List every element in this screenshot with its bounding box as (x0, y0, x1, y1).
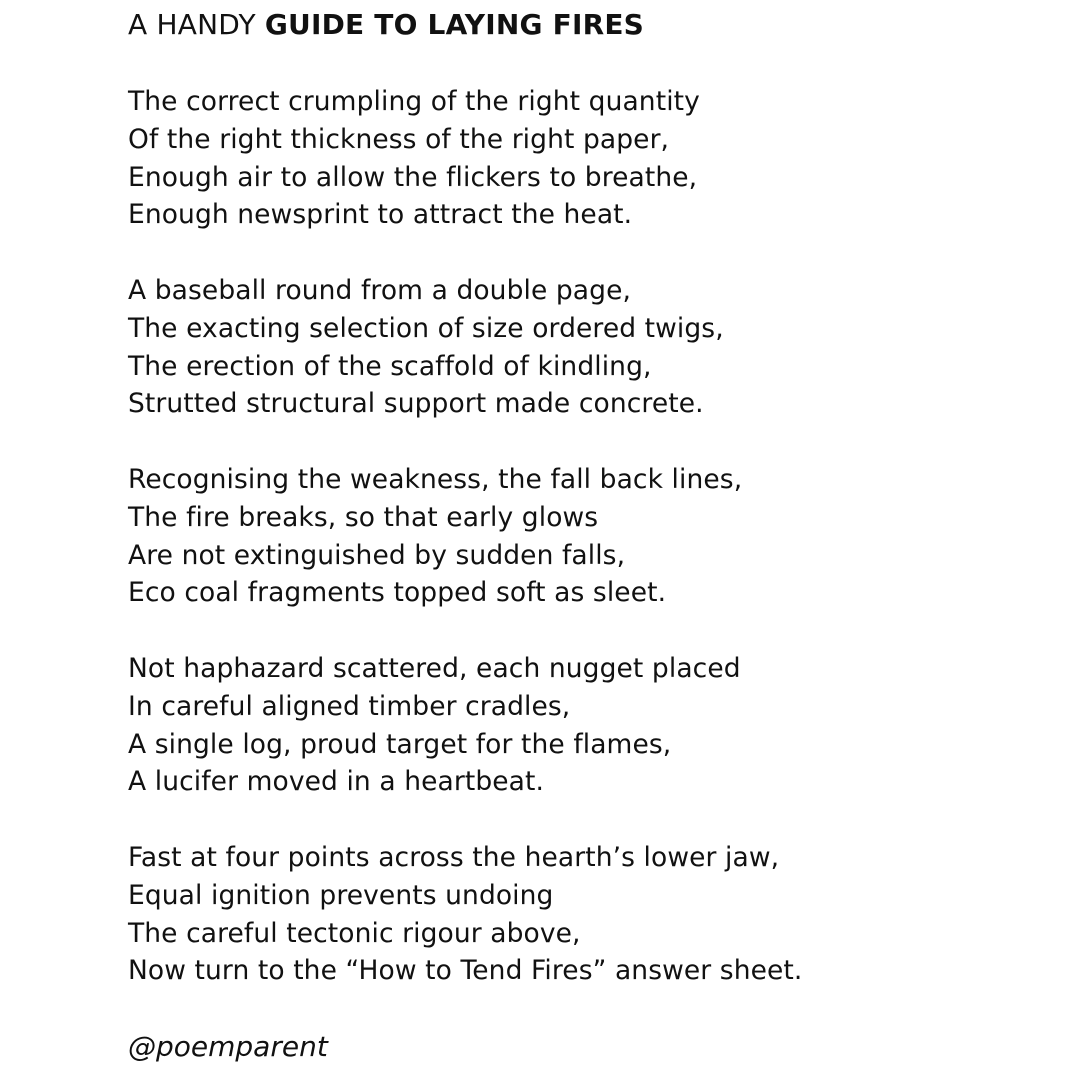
poem-title-prefix: A HANDY (128, 8, 265, 41)
stanza-2 (128, 272, 1028, 423)
poem-line: Fast at four points across the hearth’s lower jaw, (128, 842, 780, 873)
poem-line: The fire breaks, so that early glows (128, 501, 599, 533)
poem-line: Enough air to allow the flickers to breathe, (128, 161, 698, 193)
poem-line: A single log, proud target for the flames, (128, 728, 672, 760)
poem-title-main: GUIDE TO LAYING FIRES (264, 8, 645, 41)
poem-line: The correct crumpling of the right quantity (128, 86, 700, 117)
poem-line: In careful aligned timber cradles, (128, 690, 571, 722)
poem-line: Now turn to the “How to Tend Fires” answer sheet. (128, 955, 803, 987)
stanza-1 (128, 83, 1028, 234)
poem-line: The careful tectonic rigour above, (128, 917, 581, 949)
stanza-5 (128, 839, 1028, 990)
poem-line: The exacting selection of size ordered twigs, (128, 312, 724, 344)
poem-line: Not haphazard scattered, each nugget placed (128, 653, 741, 684)
stanza-3 (128, 461, 1028, 612)
poem-line: Are not extinguished by sudden falls, (128, 539, 626, 571)
poem-line: A lucifer moved in a heartbeat. (128, 766, 544, 798)
poem-line: Recognising the weakness, the fall back lines, (128, 464, 743, 495)
poem-line: Equal ignition prevents undoing (128, 879, 554, 911)
author-handle: @poemparent (128, 1030, 328, 1063)
poem-line: Of the right thickness of the right paper, (128, 123, 670, 155)
poem-line: Enough newsprint to attract the heat. (128, 199, 633, 231)
poem-line: A baseball round from a double page, (128, 275, 631, 306)
poem-line: Eco coal fragments topped soft as sleet. (128, 577, 667, 609)
stanza-4 (128, 650, 1028, 801)
poem-line: The erection of the scaffold of kindling, (128, 350, 652, 382)
poem-line: Strutted structural support made concrete. (128, 388, 704, 420)
poem-title (128, 6, 644, 44)
